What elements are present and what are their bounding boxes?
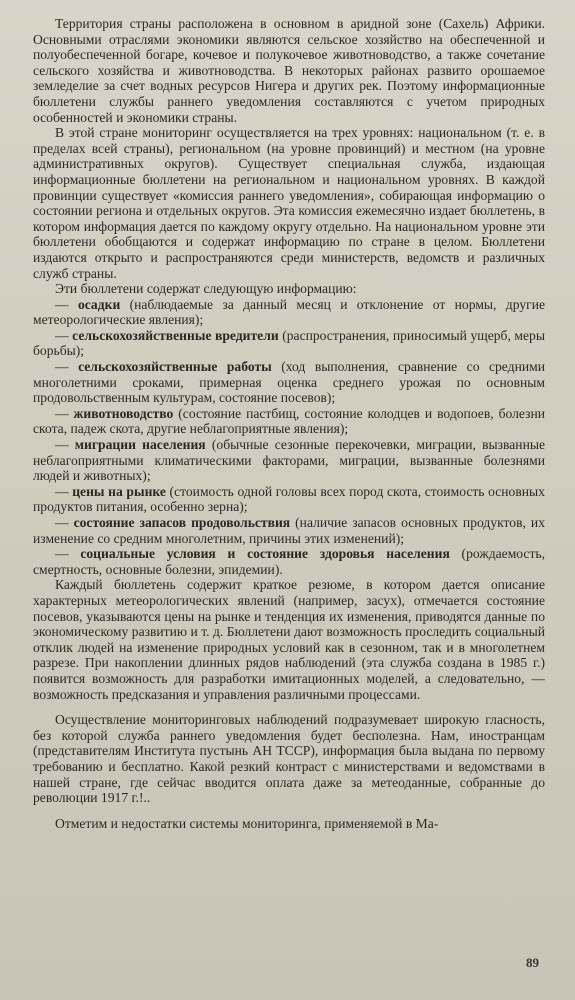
list-item: — состояние запасов продовольствия (наличие запасов основных продуктов, их изменение со средним многолетним, причины этих изменений); — [33, 515, 545, 546]
list-item: — социальные условия и состояние здоровья населения (рождаемость, смертность, основные болезни, эпидемии). — [33, 546, 546, 577]
list-item: — цены на рынке (стоимость одной головы всех пород скота, стоимость основных продуктов питания, особенно зерна); — [33, 483, 545, 515]
list-item-term: животноводство — [73, 405, 174, 421]
list-item: — животноводство (состояние пастбищ, состояние колодцев и водопоев, болезни скота, падеж скота, другие неблагоприятные явления); — [33, 405, 545, 437]
page-number: 89 — [526, 955, 539, 970]
list-item: — миграции населения (обычные сезонные перекочевки, миграции, вызванные неблагоприятными климатическими факторами, миграции, вызванные болезнями людей и животных); — [33, 437, 546, 484]
list-item: — осадки (наблюдаемые за данный месяц и отклонение от нормы, другие метеорологические явления); — [33, 296, 546, 328]
list-item-term: социальные условия и состояние здоровья населения — [80, 546, 450, 562]
paragraph-monitoring-levels: В этой стране мониторинг осуществляется на трех уровнях: национальном (т. е. в пределах всей страны), региональном (на уровне провинций) и местном (на уровне административных округов). Существует специальная служба, издающая информационные бюллетени на региональном и национальном уровнях. В каждой провинции существует «комиссия раннего уведомления», собирающая информацию о состоянии региона и отдельных округов. Эта комиссия ежемесячно издает бюллетень, в котором информация дается по каждому округу отдельно. На национальном уровне эти бюллетени обобщаются и содержат информацию по стране в целом. Бюллетени издаются открыто и распространяются среди министерств, ведомств и различных служб страны. — [33, 125, 545, 281]
list-item-term: миграции населения — [74, 437, 206, 453]
list-item-term: цены на рынке — [72, 483, 166, 499]
paragraph-territory: Территория страны расположена в основном в аридной зоне (Сахель) Африки. Основными отраслями экономики являются сельское хозяйство на обеспеченной и полуобеспеченной богаре, кочевое и полукочевое животноводство, а также сочетание сельского хозяйства и животноводства. В некоторых районах развито орошаемое земледелие за счет водных ресурсов Нигера и других рек. Поэтому информационные бюллетени службы раннего уведомления составляются с учетом природных особенностей и экономики страны. — [33, 16, 545, 125]
list-item: — сельскохозяйственные вредители (распространения, приносимый ущерб, меры борьбы); — [33, 327, 545, 359]
list-item-term: состояние запасов продовольствия — [73, 515, 291, 530]
list-item-term: осадки — [77, 296, 121, 312]
paragraph-bulletin-summary: Каждый бюллетень содержит краткое резюме, в котором дается описание характерных метеорологических явлений (например, засух), отмечается состояние посевов, указываются цены на рынке и тенденция их изменения, приводятся данные по экономическому развитию и т. д. Бюллетени дают возможность проследить социальный отклик людей на изменение природных условий как в сезонном, так и в многолетнем разрезе. При накоплении длинных рядов наблюдений (эта служба создана в 1985 г.) появится возможность для разработки имитационных моделей, а следовательно, — возможность предсказания и управления различными процессами. — [33, 577, 545, 702]
list-item-term: сельскохозяйственные работы — [78, 359, 272, 375]
paragraph-drawbacks: Отметим и недостатки системы мониторинга, применяемой в Ма- — [55, 815, 439, 831]
bulletin-topics-list — [33, 297, 545, 578]
paragraph-openness: Осуществление мониторинговых наблюдений подразумевает широкую гласность, без которой служба раннего уведомления будет бесполезна. Нам, иностранцам (представителям Института пустынь АН ТССР), информация была выдана по первому требованию и бесплатно. Какой резкий контраст с министерствами и ведомствами в нашей стране, где сейчас вводится оплата даже за метеоданные, собранные до революции 1917 г.!.. — [33, 712, 545, 806]
paragraph-bulletin-contents-intro: Эти бюллетени содержат следующую информацию: — [55, 281, 357, 297]
list-item-term: сельскохозяйственные вредители — [72, 327, 279, 343]
list-item: — сельскохозяйственные работы (ход выполнения, сравнение со средними многолетними сроками, примерная оценка среднего урожая по основным продовольственным культурам, состояние посевов); — [33, 359, 545, 406]
